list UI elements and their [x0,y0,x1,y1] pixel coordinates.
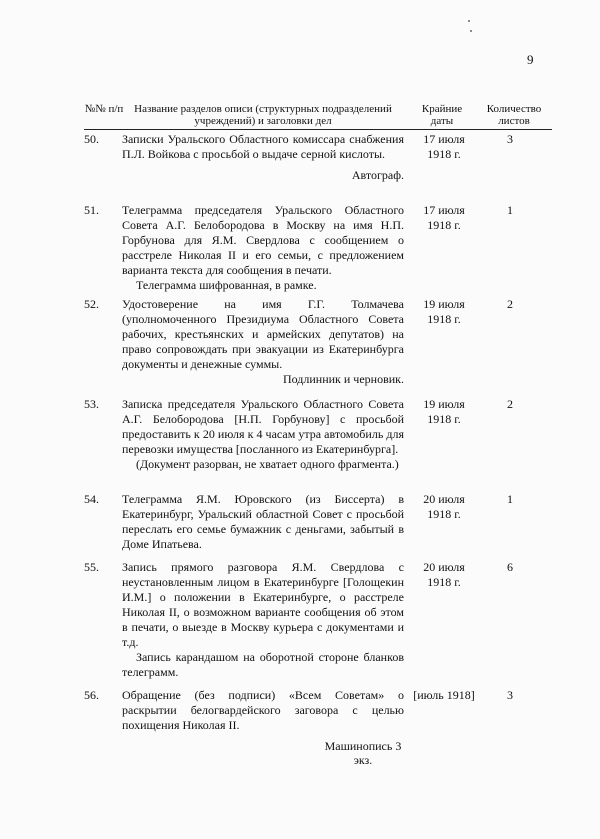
row-dates: 19 июля 1918 г. [423,297,465,326]
row-note: Подлинник и черновик. [282,372,404,386]
row-sheets: 3 [507,132,513,146]
header-title: Название разделов описи (структурных подразделений учреждений) и заголовки дел [134,103,392,127]
scan-speck [470,30,472,32]
row-title: Записка председателя Уральского Областного Совета А.Г. Белобородова [Н.П. Горбунову] с просьбой предоставить к 20 июля к 4 часам утра автомобиль для перевозки имущества [посланного из Екатеринбурга]. [122,397,404,456]
header-number: №№ п/п [84,103,124,115]
row-sheets: 2 [507,297,513,311]
page-number: 9 [527,52,534,67]
row-number: 54. [84,492,99,506]
row-note: Телеграмма шифрованная, в рамке. [136,278,317,292]
row-number: 50. [84,132,99,146]
row-note: Автограф. [351,168,404,182]
row-number: 53. [84,397,99,411]
row-title: Телеграмма Я.М. Юровского (из Биссерта) в Екатеринбург, Уральский областной Совет с просьбой переслать его семье бумажник с деньгами, забытый в Доме Ипатьева. [122,492,404,551]
header-sheets: Количество листов [486,103,542,127]
row-title: Обращение (без подписи) «Всем Советам» о раскрытии белогвардейского заговора с целью похищения Николая II. [122,688,404,732]
row-dates: 17 июля 1918 г. [423,132,465,161]
row-number: 52. [84,297,99,311]
row-note: (Документ разорван, не хватает одного фрагмента.) [136,457,399,471]
row-number: 51. [84,203,99,217]
row-dates: 20 июля 1918 г. [423,492,465,521]
row-dates: [июль 1918] [413,688,475,702]
header-dates: Крайние даты [421,103,463,127]
row-number: 56. [84,688,99,702]
row-sheets: 6 [507,560,513,574]
row-title: Удостоверение на имя Г.Г. Толмачева (уполномоченного Президиума Областного Совета рабочих, крестьянских и армейских депутатов) на право сопровождать при эвакуации из Екатеринбурга документы и денежные суммы. [122,297,404,371]
row-sheets: 2 [507,397,513,411]
row-sheets: 3 [507,688,513,702]
row-title: Телеграмма председателя Уральского Областного Совета А.Г. Белобородова в Москву на имя Н.П. Горбунова для Я.М. Свердлова с сообщением о расстреле Николая II и его семьи, с предложением варианта текста для сообщения в печати. [122,203,404,277]
row-dates: 19 июля 1918 г. [423,397,465,426]
row-sheets: 1 [507,203,513,217]
row-dates: 20 июля 1918 г. [423,560,465,589]
row-note: Машинопись 3 экз. [324,739,402,767]
row-title: Запись прямого разговора Я.М. Свердлова с неустановленным лицом в Екатеринбурге [Голощекин И.М.] о положении в Екатеринбурге, о расстреле Николая II, о возможном варианте сообщения об этом в печати, о выезде в Москву курьера с документами и т.д. [122,560,404,649]
scan-speck [468,20,470,22]
row-sheets: 1 [507,492,513,506]
row-title: Записки Уральского Областного комиссара снабжения П.Л. Войкова с просьбой о выдаче серной кислоты. [122,132,404,161]
row-dates: 17 июля 1918 г. [423,203,465,232]
row-note: Запись карандашом на оборотной стороне бланков телеграмм. [122,650,404,679]
row-number: 55. [84,560,99,574]
header-rule [84,129,552,130]
